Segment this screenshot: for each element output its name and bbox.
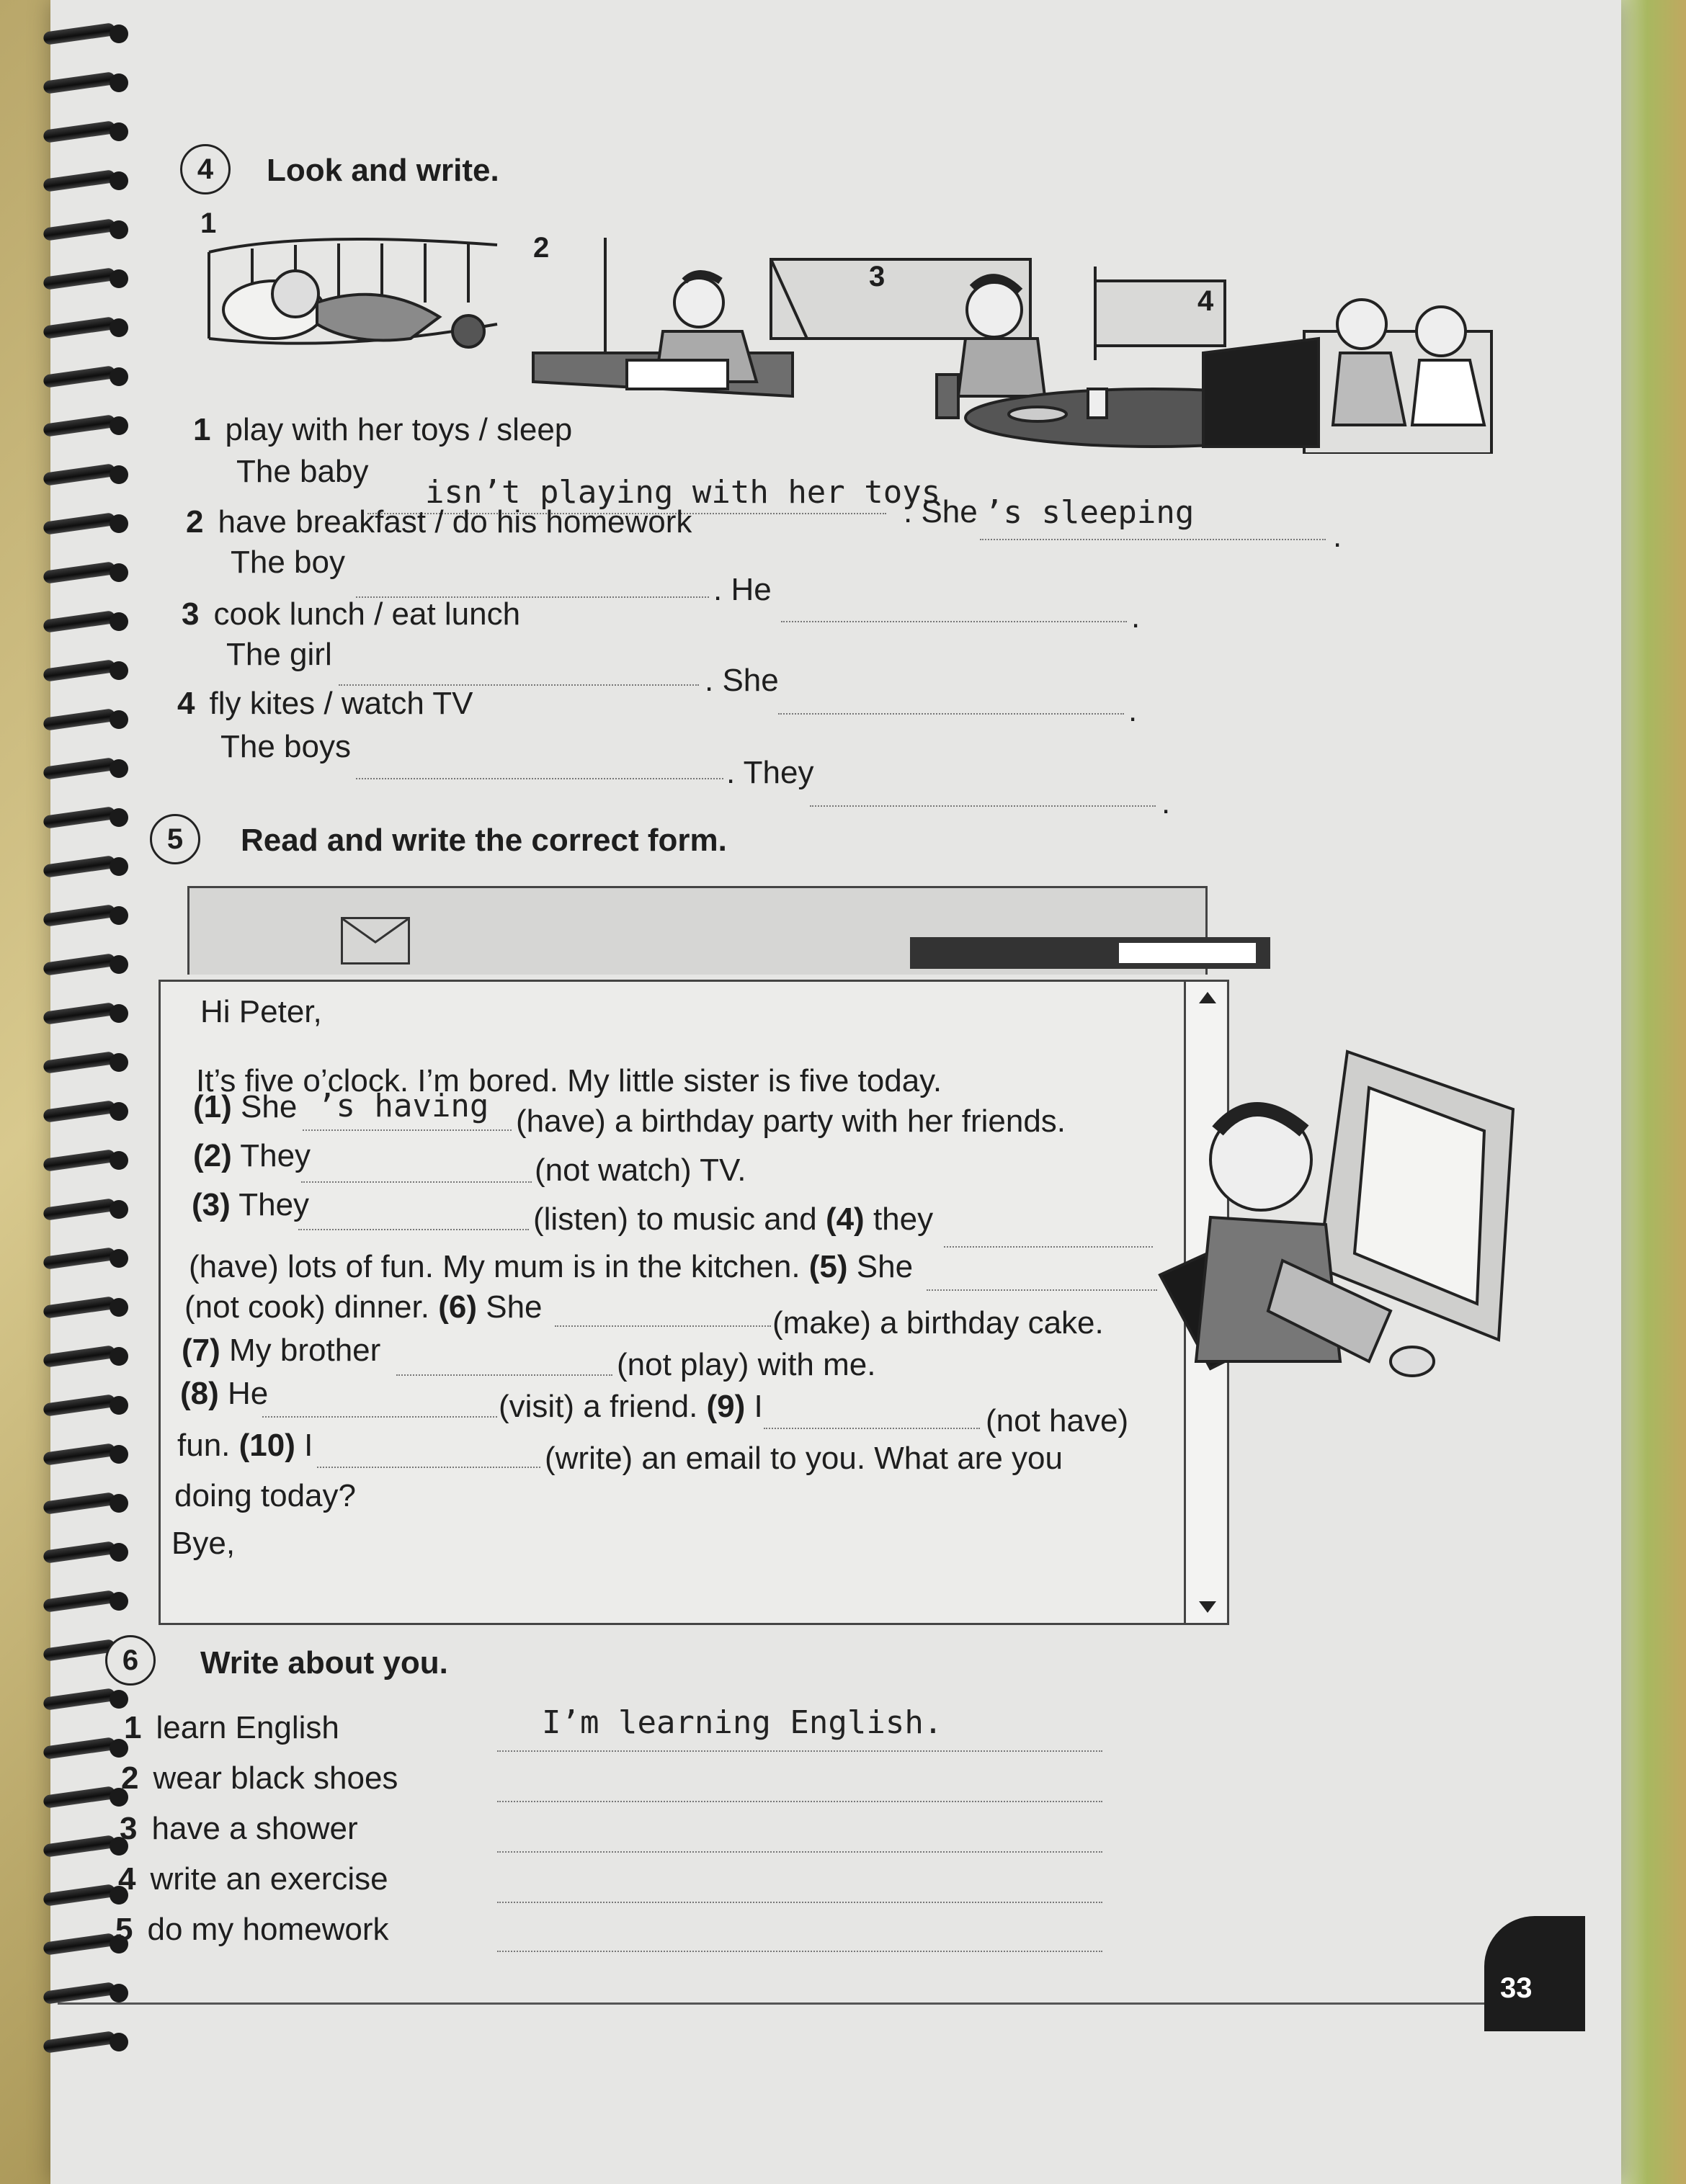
binding-ring [43, 707, 137, 732]
binding-ring [43, 1491, 137, 1516]
picture-sleeping-baby [209, 239, 497, 347]
binding-ring [43, 120, 137, 144]
ex4-item-4-end: . [1161, 785, 1171, 820]
picture-boy-at-computer [1153, 1023, 1556, 1426]
binding-ring [43, 1050, 137, 1075]
exercise-5-heading: Read and write the correct form. [241, 823, 727, 858]
binding-ring [43, 1246, 137, 1271]
email-line-8: fun. (10) I [177, 1428, 313, 1463]
ex6-item-4-prompt: 4 write an exercise [118, 1861, 388, 1897]
binding-ring [43, 1540, 137, 1565]
ex4-item-4-mid: . They [726, 755, 814, 790]
ex4-item-2-blank-2[interactable] [781, 621, 1127, 622]
binding-ring [43, 1099, 137, 1124]
picture-number-2: 2 [533, 232, 550, 264]
ex4-item-2-end: . [1131, 599, 1141, 635]
email-line-6: (7) My brother [182, 1333, 381, 1368]
email-blank-8[interactable] [262, 1416, 497, 1418]
ex6-item-2-blank[interactable] [497, 1801, 1102, 1802]
ex4-item-4-subject: The boys [220, 729, 351, 764]
email-line-7-verb-2: (not have) [986, 1403, 1129, 1438]
binding-ring [43, 22, 137, 46]
binding-ring [43, 1981, 137, 2005]
picture-number-3: 3 [869, 261, 886, 292]
email-line-3-verb: (listen) to music and (4) they [533, 1201, 934, 1237]
email-toolbar [187, 886, 1208, 975]
email-blank-7[interactable] [396, 1374, 612, 1376]
binding-ring [43, 1197, 137, 1222]
ex4-item-4-blank-1[interactable] [356, 778, 723, 779]
binding-ring [43, 1001, 137, 1026]
ex4-item-1-subject: The baby [236, 454, 369, 489]
email-line-1-verb: (have) a birthday party with her friends. [516, 1104, 1066, 1139]
ex6-item-3-blank[interactable] [497, 1851, 1102, 1853]
ex4-item-4-prompt: 4 fly kites / watch TV [177, 686, 473, 721]
binding-ring [43, 267, 137, 291]
binding-ring [43, 609, 137, 634]
picture-boy-homework [533, 238, 1030, 396]
exercise-5-number: 5 [150, 814, 200, 864]
exercise-4-heading: Look and write. [267, 153, 499, 188]
exercise-4-number: 4 [180, 144, 231, 194]
email-line-5-verb: (make) a birthday cake. [772, 1305, 1104, 1341]
picture-number-1: 1 [200, 207, 217, 239]
ex4-item-1-answer-1: isn’t playing with her toys [425, 474, 941, 511]
binding-ring [43, 169, 137, 193]
binding-ring [43, 1687, 137, 1711]
ex6-item-4-blank[interactable] [497, 1902, 1102, 1903]
ex4-item-2-subject: The boy [231, 545, 345, 580]
binding-ring [43, 903, 137, 928]
bottom-rule [58, 2002, 1484, 2005]
ex6-item-2-prompt: 2 wear black shoes [121, 1760, 398, 1796]
binding-ring [43, 71, 137, 95]
email-line-intro: It’s five o’clock. I’m bored. My little sister is five today. [196, 1063, 942, 1098]
binding-ring [43, 560, 137, 585]
email-line-5: (not cook) dinner. (6) She [184, 1289, 543, 1325]
email-line-2-verb: (not watch) TV. [535, 1153, 746, 1188]
email-greeting: Hi Peter, [200, 994, 322, 1029]
binding-ring [43, 756, 137, 781]
scroll-up-icon[interactable] [1199, 992, 1216, 1003]
email-blank-5[interactable] [927, 1289, 1157, 1291]
ex4-item-3-mid: . She [705, 663, 779, 698]
email-blank-9[interactable] [764, 1428, 980, 1429]
email-blank-2[interactable] [301, 1181, 532, 1183]
binding-ring [43, 1393, 137, 1418]
ex6-item-1-blank[interactable] [497, 1750, 1102, 1752]
ex4-item-1-prompt: 1 play with her toys / sleep [193, 412, 573, 447]
binding-ring [43, 805, 137, 830]
page-number: 33 [1500, 1972, 1533, 2004]
email-line-6-verb: (not play) with me. [617, 1347, 876, 1382]
binding-ring [43, 218, 137, 242]
spiral-binding [14, 22, 144, 2111]
email-line-9: doing today? [174, 1478, 356, 1513]
email-line-7: (8) He [180, 1376, 269, 1411]
email-blank-3[interactable] [298, 1229, 529, 1230]
ex4-item-2-prompt: 2 have breakfast / do his homework [186, 504, 692, 540]
page-edge [1621, 0, 1686, 2184]
ex6-item-1-prompt: 1 learn English [124, 1710, 339, 1745]
ex6-item-5-prompt: 5 do my homework [115, 1912, 389, 1947]
binding-ring [43, 2030, 137, 2054]
envelope-icon[interactable] [341, 917, 410, 965]
ex4-item-1-end: . [1333, 519, 1342, 554]
binding-ring [43, 315, 137, 340]
exercise-6-number: 6 [105, 1635, 156, 1686]
picture-number-4: 4 [1197, 285, 1214, 317]
binding-ring [43, 1589, 137, 1614]
ex4-item-3-prompt: 3 cook lunch / eat lunch [182, 596, 521, 632]
ex4-item-4-blank-2[interactable] [810, 805, 1156, 807]
window-title-field [1119, 943, 1256, 963]
ex4-item-1-answer-2: ’s sleeping [984, 494, 1195, 531]
email-answer-1: ’s having [317, 1088, 489, 1124]
email-line-1: (1) She [193, 1089, 298, 1124]
picture-boys-watching-tv [1203, 300, 1491, 454]
ex4-item-2-mid: . He [713, 572, 772, 607]
binding-ring [43, 1344, 137, 1369]
ex4-item-3-blank-2[interactable] [778, 713, 1124, 715]
ex6-item-5-blank[interactable] [497, 1951, 1102, 1952]
scroll-down-icon[interactable] [1199, 1601, 1216, 1613]
ex6-item-1-answer: I’m learning English. [542, 1704, 943, 1741]
binding-ring [43, 1295, 137, 1320]
ex6-item-3-prompt: 3 have a shower [120, 1811, 358, 1846]
email-line-7-verb: (visit) a friend. (9) I [499, 1389, 763, 1424]
email-closing: Bye, [171, 1526, 236, 1561]
binding-ring [43, 1736, 137, 1760]
binding-ring [43, 1442, 137, 1467]
binding-ring [43, 511, 137, 536]
binding-ring [43, 364, 137, 389]
email-blank-6[interactable] [555, 1325, 771, 1327]
binding-ring [43, 1148, 137, 1173]
binding-ring [43, 854, 137, 879]
email-blank-1[interactable] [303, 1129, 512, 1131]
ex4-item-1-blank-2[interactable] [980, 539, 1326, 540]
page-number-badge [1484, 1916, 1585, 2031]
binding-ring [43, 952, 137, 977]
email-blank-10[interactable] [317, 1467, 540, 1468]
binding-ring [43, 658, 137, 683]
exercise-6-heading: Write about you. [200, 1645, 448, 1680]
email-line-8-verb: (write) an email to you. What are you [545, 1441, 1063, 1476]
binding-ring [43, 462, 137, 487]
ex4-item-3-subject: The girl [226, 637, 332, 672]
email-line-2: (2) They [193, 1138, 311, 1173]
binding-ring [43, 413, 137, 438]
email-line-4: (have) lots of fun. My mum is in the kitchen. (5) She [189, 1249, 914, 1284]
ex4-item-3-end: . [1128, 693, 1138, 728]
email-blank-4[interactable] [944, 1246, 1153, 1248]
email-line-3: (3) They [192, 1187, 310, 1222]
ex4-item-1-mid: . She [904, 494, 978, 529]
